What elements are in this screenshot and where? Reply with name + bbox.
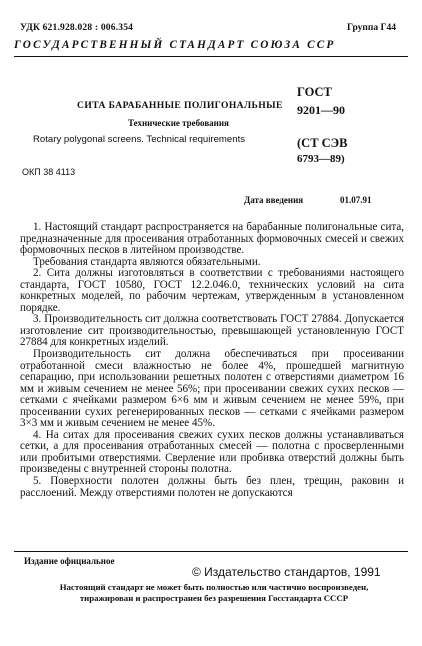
gost-number: 9201—90 [297,103,345,117]
document-subtitle: Технические требования [128,118,229,128]
paragraph: 3. Производительность сит должна соответствовать ГОСТ 27884. Допускается изготовление сит производительностью, превышающей установленную ГОСТ 27884 для конкретных изделий. [20,313,404,349]
reproduction-note-line: тиражирован и распространен без разрешения Госстандарта СССР [79,593,349,603]
date-label: Дата введения [244,195,304,205]
gost-label: ГОСТ [297,85,332,99]
reproduction-note [26,582,402,604]
paragraph: Требования стандарта являются обязательными. [33,255,261,268]
reproduction-note-line: Настоящий стандарт не может быть полностью или частично воспроизведен, [59,582,369,592]
paragraph: 5. Поверхности полотен должны быть без плен, трещин, раковин и расслоений. Между отверстиями полотен не допускаются [20,475,404,499]
standard-banner: ГОСУДАРСТВЕННЫЙ СТАНДАРТ СОЮЗА ССР [14,39,336,51]
paragraph: 2. Сита должны изготовляться в соответствии с требованиями настоящего стандарта, ГОСТ 10580, ГОСТ 12.2.046.0, технических условий на сита конкретных моделей, по рабочим чертежам, утвержденным в установленном порядке. [20,267,404,314]
paragraph: Производительность сит должна обеспечиваться при просеивании отработанной смеси влажностью не более 4%, прошедшей магнитную сепарацию, при использовании решетных полотен с отверстиями диаметром 16 мм и живым сечением не менее 56%; при просеивании свежих сухих песков — сетками с ячейками размером 6×6 мм и живым сечением не менее 59%, при просеивании сухих регенерированных песков — сетками с ячейками размером 3×3 мм и живым сечением не менее 45%. [20,348,404,430]
edition-label: Издание официальное [24,556,115,566]
okp-code: ОКП 38 4113 [22,167,76,177]
paragraph: 1. Настоящий стандарт распространяется на барабанные полигональные сита, предназначенные для просеивания отработанных формовочных смесей и свежих формовочных песков в литейном производстве. [20,221,404,257]
document-title: СИТА БАРАБАННЫЕ ПОЛИГОНАЛЬНЫЕ [77,100,283,111]
footer-rule [14,551,408,552]
document-body [20,222,404,499]
sev-number: 6793—89) [297,153,345,165]
copyright-notice: © Издательство стандартов, 1991 [192,565,381,579]
sev-label: (СТ СЭВ [297,136,348,150]
paragraph: 4. На ситах для просеивания свежих сухих песков должны устанавливаться сетки, а для просеивания отработанных смесей — полотна с просверленными или пробитыми отверстиями. Сверление или пробивка отверстий должны быть произведены с внутренней стороны полотна. [20,428,404,476]
date-value: 01.07.91 [340,195,372,205]
group-code: Группа Г44 [347,23,396,33]
english-title: Rotary polygonal screens. Technical requirements [33,134,246,145]
udk-code: УДК 621.928.028 : 006.354 [20,23,134,33]
header-rule [14,56,408,57]
